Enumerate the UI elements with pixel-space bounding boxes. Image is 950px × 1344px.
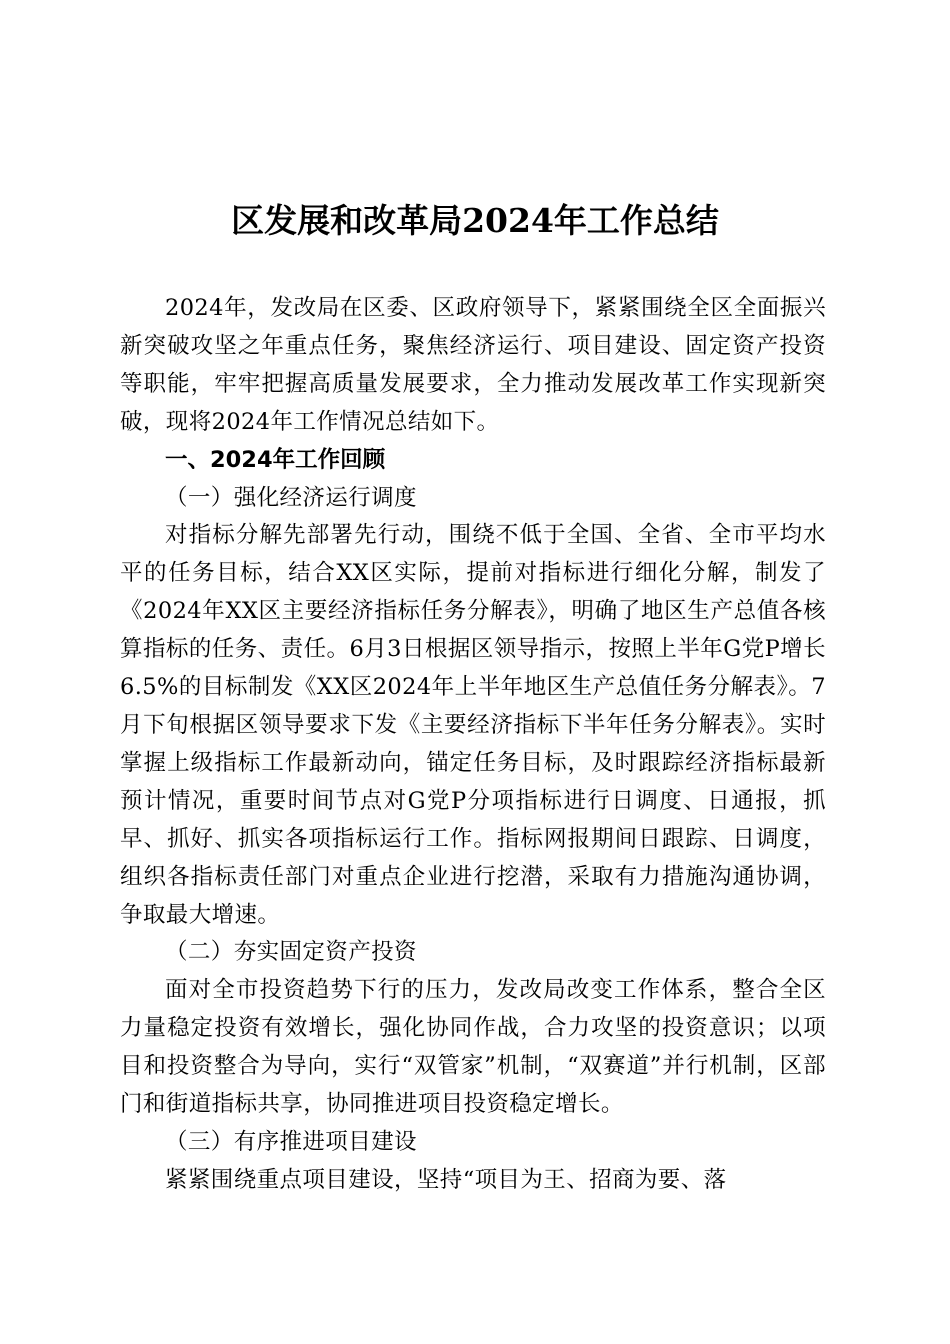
intro-paragraph: 2024年，发改局在区委、区政府领导下，紧紧围绕全区全面振兴新突破攻坚之年重点任务，聚焦经济运行、项目建设、固定资产投资等职能，牢牢把握高质量发展要求，全力推动发展改革工作实现新突破，现将2024年工作情况总结如下。 <box>120 295 826 435</box>
paragraph-fixed-asset-investment: 面对全市投资趋势下行的压力，发改局改变工作体系，整合全区力量稳定投资有效增长，强化协同作战，合力攻坚的投资意识；以项目和投资整合为导向，实行“双管家”机制，“双赛道”并行机制，区部门和街道指标共享，协同推进项目投资稳定增长。 <box>120 977 826 1118</box>
document-body <box>120 290 826 1200</box>
section-heading-review: 一、2024年工作回顾 <box>165 446 386 473</box>
paragraph-project-construction: 紧紧围绕重点项目建设，坚持“项目为王、招商为要、落 <box>165 1166 727 1193</box>
subsection-heading-project-construction: （三）有序推进项目建设 <box>165 1128 417 1155</box>
paragraph-economic-operation: 对指标分解先部署先行动，围绕不低于全国、全省、全市平均水平的任务目标，结合XX区实际，提前对指标进行细化分解，制发了《2024年XX区主要经济指标任务分解表》，明确了地区生产总值各核算指标的任务、责任。6月3日根据区领导指示，按照上半年G党P增长6.5%的目标制发《XX区2024年上半年地区生产总值任务分解表》。7月下旬根据区领导要求下发《主要经济指标下半年任务分解表》。实时掌握上级指标工作最新动向，锚定任务目标，及时跟踪经济指标最新预计情况，重要时间节点对G党P分项指标进行日调度、日通报，抓早、抓好、抓实各项指标运行工作。指标网报期间日跟踪、日调度，组织各指标责任部门对重点企业进行挖潜，采取有力措施沟通协调，争取最大增速。 <box>120 522 826 928</box>
subsection-heading-economic-operation: （一）强化经济运行调度 <box>165 484 417 511</box>
document-title: 区发展和改革局2024年工作总结 <box>231 201 719 240</box>
subsection-heading-fixed-asset-investment: （二）夯实固定资产投资 <box>165 939 417 966</box>
